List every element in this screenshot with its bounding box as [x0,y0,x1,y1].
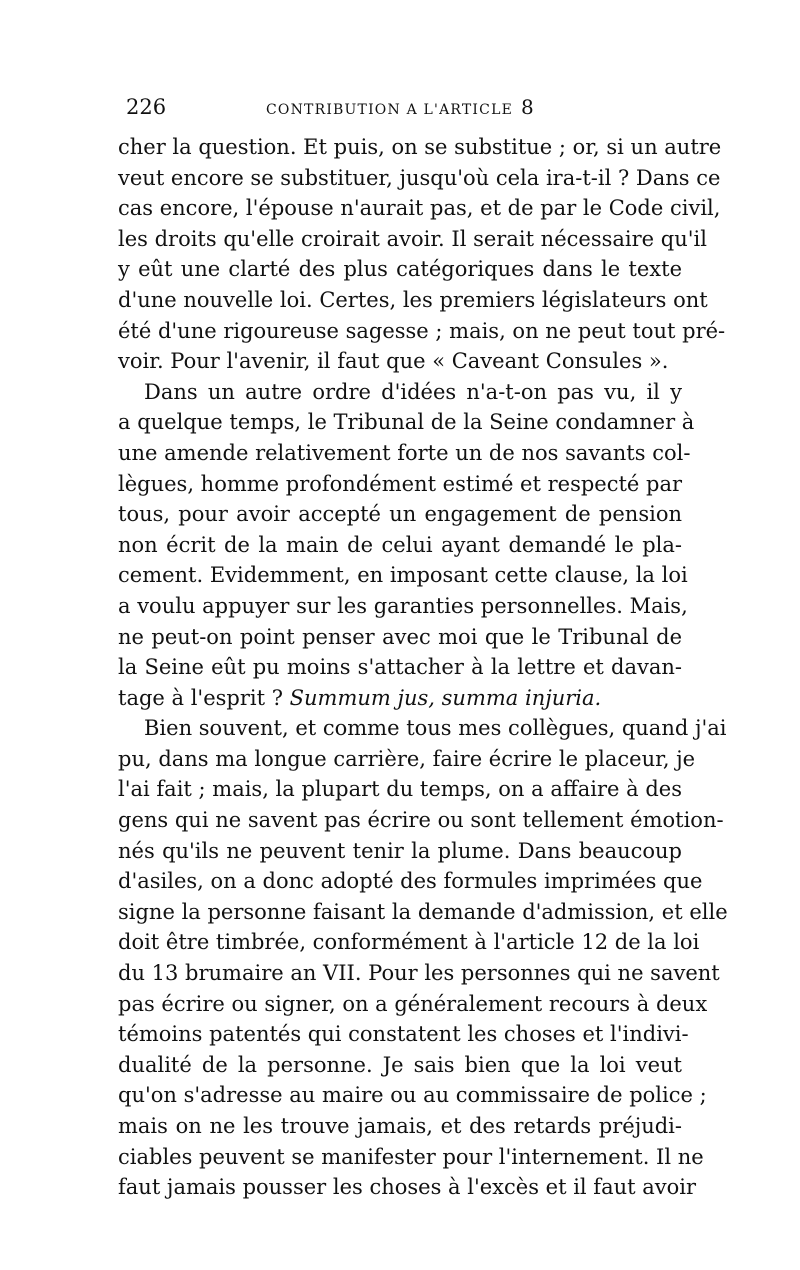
text-segment: tage à l'esprit ? [118,685,290,710]
text-line: l'ai fait ; mais, la plupart du temps, on a affaire à des [118,777,682,802]
text-line: gens qui ne savent pas écrire ou sont tellement émotion- [118,808,724,833]
text-line: a quelque temps, le Tribunal de la Seine condamner à [118,410,695,435]
text-line: la Seine eût pu moins s'attacher à la lettre et davan- [118,655,682,680]
text-line: pas écrire ou signer, on a généralement recours à deux [118,991,708,1016]
running-title-text: CONTRIBUTION A L'ARTICLE [266,102,513,118]
text-line: d'une nouvelle loi. Certes, les premiers législateurs ont [118,287,708,312]
text-line: nés qu'ils ne peuvent tenir la plume. Dans beaucoup [118,838,682,863]
text-line: une amende relativement forte un de nos savants col- [118,440,691,465]
text-line: a voulu appuyer sur les garanties personnelles. Mais, [118,593,688,618]
text-line: cher la question. Et puis, on se substitue ; or, si un autre [118,135,722,159]
text-line: Dans un autre ordre d'idées n'a-t-on pas vu, il y [144,379,682,404]
text-line: d'asiles, on a donc adopté des formules imprimées que [118,869,703,894]
body-text [118,132,728,1203]
text-line [118,683,682,714]
text-line: faut jamais pousser les choses à l'excès et il faut avoir [118,1175,697,1200]
text-line: y eût une clarté des plus catégoriques dans le texte [118,257,682,282]
article-number: 8 [521,95,534,119]
text-line: Bien souvent, et comme tous mes collègues, quand j'ai [144,716,727,741]
running-head [118,92,682,122]
text-line: voir. Pour l'avenir, il faut que « Caveant Consules ». [118,349,669,374]
text-line: lègues, homme profondément estimé et respecté par [118,471,683,496]
book-page [118,92,728,1203]
text-line: mais on ne les trouve jamais, et des retards préjudi- [118,1114,682,1138]
text-line: les droits qu'elle croirait avoir. Il serait nécessaire qu'il [118,226,707,251]
text-line: non écrit de la main de celui ayant demandé le pla- [118,532,682,557]
text-line: du 13 brumaire an VII. Pour les personnes qui ne savent [118,961,720,986]
text-line: dualité de la personne. Je sais bien que la loi veut [118,1052,682,1077]
text-line: qu'on s'adresse au maire ou au commissaire de police ; [118,1083,707,1108]
text-line: cas encore, l'épouse n'aurait pas, et de par le Code civil, [118,196,721,221]
running-title [266,92,534,125]
text-line: veut encore se substituer, jusqu'où cela ira-t-il ? Dans ce [118,165,721,190]
text-line: ciables peuvent se manifester pour l'internement. Il ne [118,1144,704,1169]
text-line: tous, pour avoir accepté un engagement de pension [118,502,682,527]
text-line: cement. Evidemment, en imposant cette clause, la loi [118,563,688,588]
text-line: doit être timbrée, conformément à l'article 12 de la loi [118,930,700,955]
text-line: signe la personne faisant la demande d'admission, et elle [118,899,728,924]
latin-maxim: Summum jus, summa injuria. [289,685,602,710]
text-line: été d'une rigoureuse sagesse ; mais, on ne peut tout pré- [118,318,726,343]
page-number: 226 [126,95,167,119]
text-line: témoins patentés qui constatent les choses et l'indivi- [118,1022,689,1047]
text-line: pu, dans ma longue carrière, faire écrire le placeur, je [118,746,696,771]
text-line: ne peut-on point penser avec moi que le Tribunal de [118,624,682,649]
